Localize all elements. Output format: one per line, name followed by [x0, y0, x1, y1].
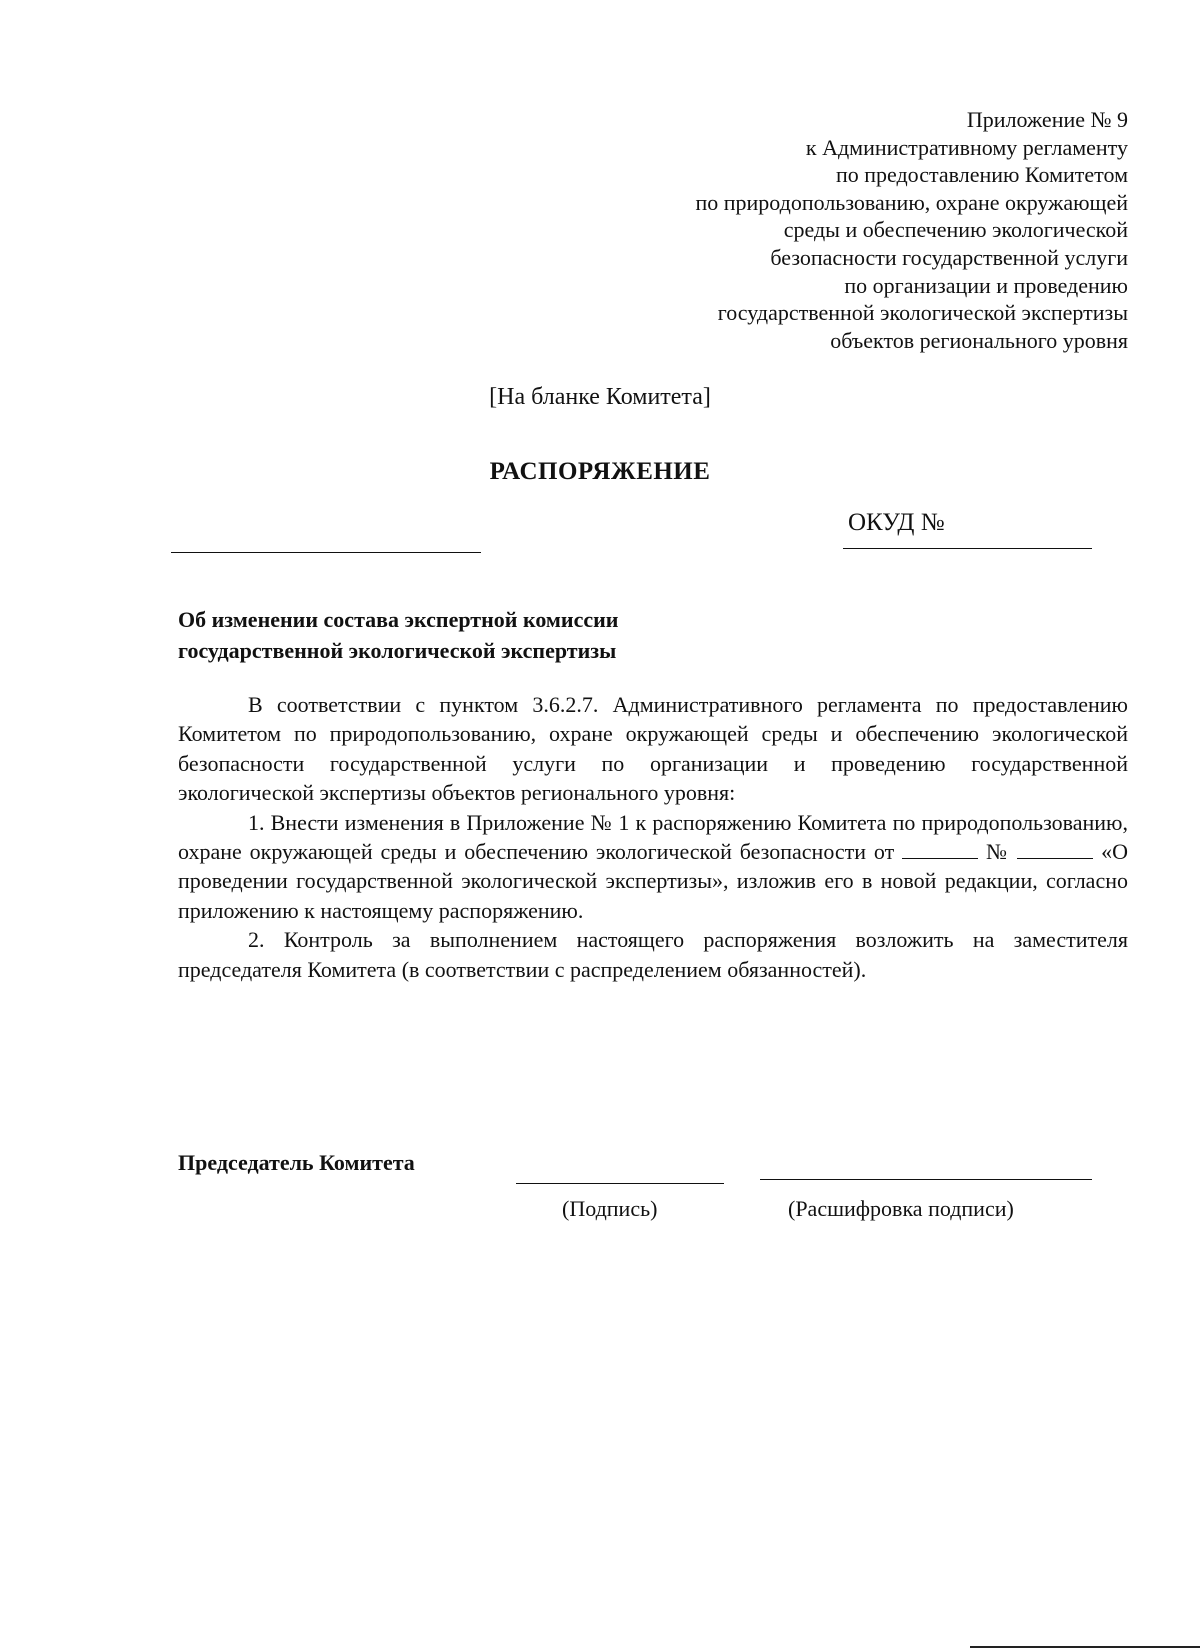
- document-title: РАСПОРЯЖЕНИЕ: [489, 458, 711, 485]
- appendix-line: по природопользованию, охране окружающей: [695, 189, 1128, 215]
- number-blank: [1017, 840, 1093, 859]
- appendix-line: по организации и проведению: [844, 272, 1128, 298]
- signature-decoding-caption: (Расшифровка подписи): [788, 1196, 1014, 1221]
- letterhead-note: [На бланке Комитета]: [489, 384, 711, 410]
- date-line: [171, 552, 481, 553]
- appendix-line: безопасности государственной услуги: [770, 244, 1128, 270]
- item-1-text: 1. Внести изменения в Приложение № 1 к распоряжению Комитета по природопользованию, охране окружающей среды и обеспечению экологической безопасности от: [178, 809, 1128, 865]
- document-body: [178, 690, 1128, 984]
- appendix-line: объектов регионального уровня: [830, 327, 1128, 353]
- appendix-line: государственной экологической экспертизы: [717, 300, 1128, 326]
- signer-title: Председатель Комитета: [178, 1150, 415, 1175]
- appendix-line: по предоставлению Комитетом: [835, 162, 1128, 188]
- signature-decoding-line: [760, 1179, 1092, 1180]
- item-1-paragraph: [178, 808, 1128, 926]
- okud-number-line: [843, 548, 1092, 549]
- appendix-line: к Административному регламенту: [805, 134, 1128, 160]
- document-subject: [178, 604, 618, 666]
- appendix-line: Приложение № 9: [966, 107, 1128, 132]
- appendix-reference: [695, 106, 1128, 354]
- appendix-line: среды и обеспечению экологической: [783, 217, 1128, 243]
- subject-line: государственной экологической экспертизы: [178, 638, 617, 663]
- item-2-paragraph: 2. Контроль за выполнением настоящего распоряжения возложить на заместителя председателя Комитета (в соответствии с распределением обязанностей).: [178, 927, 1128, 982]
- number-sign: №: [985, 839, 1010, 865]
- signature-caption: (Подпись): [562, 1196, 658, 1221]
- subject-line: Об изменении состава экспертной комиссии: [178, 607, 619, 632]
- intro-paragraph: В соответствии с пунктом 3.6.2.7. Административного регламента по предоставлению Комитетом по природопользованию, охране окружающей среды и обеспечению экологической безопасности государственной услуги по организации и проведению государственной экологической экспертизы объектов регионального уровня:: [178, 692, 1128, 806]
- okud-label: ОКУД №: [848, 509, 945, 536]
- scan-edge-mark: [970, 1646, 1200, 1648]
- item-1-text-end: «О проведении государственной экологической экспертизы», изложив его в новой редакции, согласно приложению к настоящему распоряжению.: [178, 839, 1128, 923]
- date-blank: [902, 840, 978, 859]
- signature-line: [516, 1183, 724, 1184]
